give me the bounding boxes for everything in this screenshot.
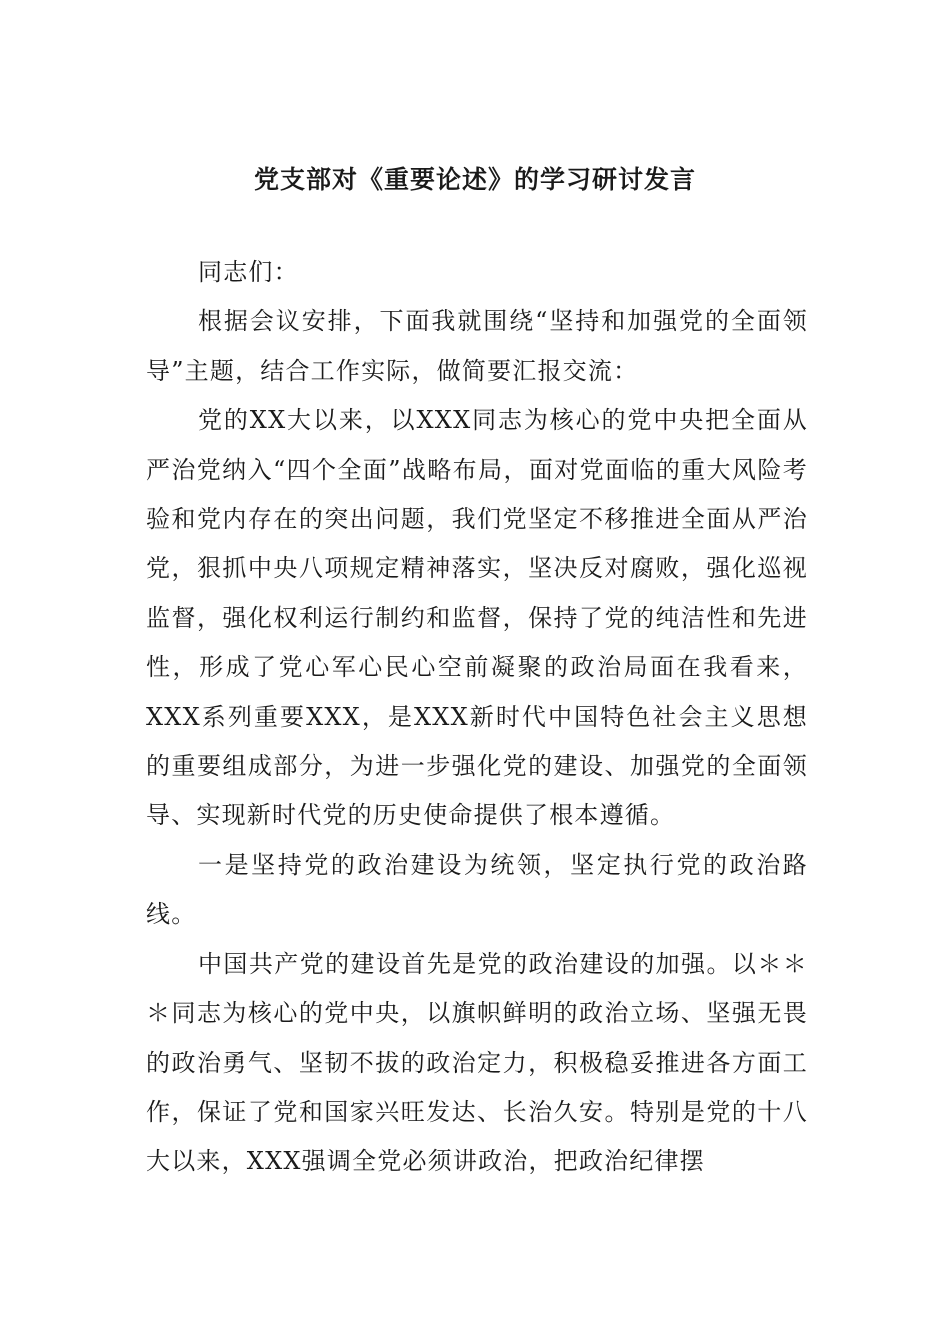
document-body [146, 248, 808, 1187]
paragraph-point-one-body: 中国共产党的建设首先是党的政治建设的加强。以＊＊＊同志为核心的党中央，以旗帜鲜明的政治立场、坚强无畏的政治勇气、坚韧不拔的政治定力，积极稳妥推进各方面工作，保证了党和国家兴旺发达、长治久安。特别是党的十八大以来，XXX强调全党必须讲政治，把政治纪律摆 [146, 949, 808, 1176]
paragraph-intro: 根据会议安排，下面我就围绕“坚持和加强党的全面领导”主题，结合工作实际，做简要汇报交流： [146, 307, 808, 385]
paragraph-background: 党的XX大以来，以XXX同志为核心的党中央把全面从严治党纳入“四个全面”战略布局，面对党面临的重大风险考验和党内存在的突出问题，我们党坚定不移推进全面从严治党，狠抓中央八项规定精神落实，坚决反对腐败，强化巡视监督，强化权利运行制约和监督，保持了党的纯洁性和先进性，形成了党心军心民心空前凝聚的政治局面在我看来，XXX系列重要XXX，是XXX新时代中国特色社会主义思想的重要组成部分，为进一步强化党的建设、加强党的全面领导、实现新时代党的历史使命提供了根本遵循。 [146, 406, 808, 830]
paragraph-salutation: 同志们： [198, 258, 299, 286]
paragraph-point-one-heading: 一是坚持党的政治建设为统领，坚定执行党的政治路线。 [146, 850, 808, 929]
document-title: 党支部对《重要论述》的学习研讨发言 [253, 165, 696, 194]
